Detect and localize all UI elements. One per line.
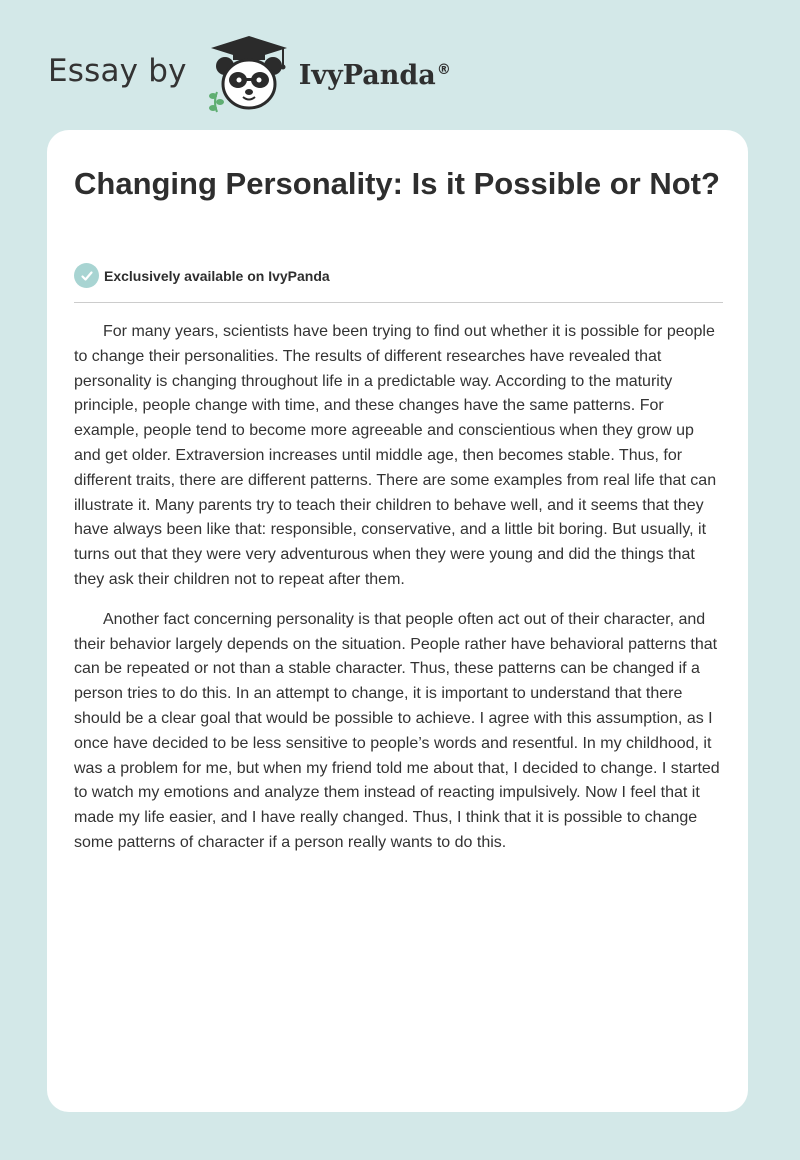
essay-card [47,130,748,1112]
brand-name: IvyPanda® [298,59,451,91]
essay-paragraph: Another fact concerning personality is that people often act out of their character, and their behavior largely depends on the situation. People rather have behavioral patterns that can be repeated or not than a stable character. Thus, these patterns can be changed if a person tries to do this. In an attempt to change, it is important to understand that there should be a clear goal that would be possible to achieve. I agree with this assumption, as I once have decided to be less sensitive to people’s words and resentful. In my childhood, it was a problem for me, but when my friend told me about that, I decided to change. I started to watch my emotions and analyze them instead of reacting impulsively. Now I feel that it made my life easier, and I have really changed. Thus, I think that it is possible to change some patterns of character if a person really wants to do this. [74,610,720,851]
exclusive-badge [74,263,330,288]
essay-by-label: Essay by [48,53,187,89]
check-icon [74,263,99,288]
panda-graduate-logo-icon[interactable] [203,34,295,114]
divider [74,302,723,303]
exclusive-badge-label: Exclusively available on IvyPanda [104,267,330,284]
registered-mark: ® [436,61,451,78]
essay-title: Changing Personality: Is it Possible or Not? [74,166,720,201]
essay-paragraph: For many years, scientists have been trying to find out whether it is possible for people to change their personalities. The results of different researches have revealed that personality is changing throughout life in a predictable way. According to the maturity principle, people change with time, and these changes have the same patterns. For example, people tend to become more agreeable and conscientious when they grow up and get older. Extraversion increases until middle age, then becomes stable. Thus, for different traits, there are different patterns. There are some examples from real life that can illustrate it. Many parents try to teach their children to behave well, and it seems that they have always been like that: responsible, conservative, and a little bit boring. But usually, it turns out that they were very adventurous when they were young and did the things that they ask their children not to repeat after them. [74,323,717,588]
essay-body [74,320,724,871]
site-header [48,34,451,114]
